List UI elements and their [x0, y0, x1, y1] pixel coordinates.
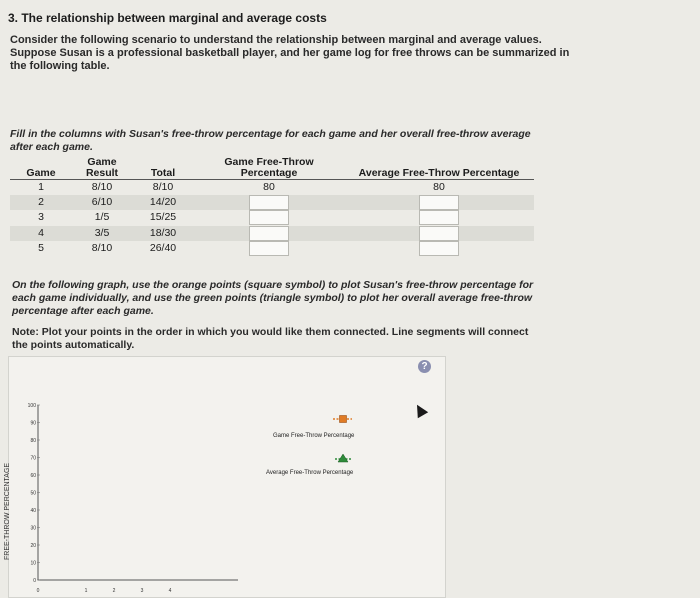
note-text: Plot your points in the order in which you would like them connected. Line segments will connect the points automatically.	[12, 326, 529, 351]
cell-result: 3/5	[72, 226, 132, 241]
x-tick-label: 0	[36, 588, 40, 594]
avg-pct-input[interactable]	[419, 241, 459, 256]
header-game-ft-pct: Game Free-Throw Percentage	[194, 157, 344, 180]
cell-total: 18/30	[132, 226, 194, 241]
cell-result: 8/10	[91, 241, 113, 254]
cell-game: 3	[38, 211, 44, 224]
cell-game: 2	[10, 195, 72, 210]
y-axis-title: FREE-THROW PERCENTAGE	[4, 462, 11, 560]
x-tick-label: 2	[112, 588, 116, 594]
cell-game-pct	[194, 210, 344, 225]
cell-avg-pct	[344, 241, 534, 256]
cell-avg-pct: 80	[433, 181, 445, 193]
header-game-result: Game Result	[72, 157, 132, 180]
problem-intro: Consider the following scenario to understand the relationship between marginal and average values. Suppose Susan is a professional basketball player, and her game log for free throws can be summarized in the following table.	[10, 34, 570, 72]
help-icon[interactable]: ?	[418, 360, 431, 373]
cell-total: 14/20	[132, 195, 194, 210]
cell-total: 8/10	[152, 181, 174, 193]
table-row	[10, 226, 534, 241]
y-tick-label: 80	[30, 438, 36, 444]
x-tick-label: 3	[140, 588, 144, 594]
y-tick-label: 20	[30, 543, 36, 549]
game-pct-input[interactable]	[249, 241, 289, 256]
cell-game-pct	[194, 241, 344, 256]
y-tick-label: 100	[27, 403, 36, 409]
legend-game-label: Game Free-Throw Percentage	[273, 433, 355, 439]
problem-title: 3. The relationship between marginal and average costs	[8, 11, 327, 25]
header-avg-ft-pct: Average Free-Throw Percentage	[344, 157, 534, 180]
x-tick-label: 4	[168, 588, 172, 594]
cell-game-pct	[194, 195, 344, 210]
header-total: Total	[132, 157, 194, 180]
y-tick-label: 10	[30, 560, 36, 567]
y-tick-label: 30	[30, 525, 36, 532]
cell-game: 1	[38, 181, 44, 193]
table-row	[10, 210, 534, 225]
cell-game-pct: 80	[263, 181, 275, 193]
y-tick-label: 40	[30, 508, 36, 514]
graph-instruction: On the following graph, use the orange points (square symbol) to plot Susan's free-throw percentage for each game individually, and use the green points (triangle symbol) to plot her overall average free-throw percentage after each game.	[12, 279, 534, 317]
game-log-table	[10, 157, 534, 256]
x-tick-label: 1	[84, 588, 88, 594]
header-game: Game	[10, 157, 72, 180]
cell-result: 1/5	[94, 211, 110, 224]
table-row	[10, 241, 534, 256]
cell-total: 15/25	[149, 211, 177, 224]
y-tick-label: 90	[30, 420, 36, 427]
legend-avg-label: Average Free-Throw Percentage	[266, 470, 354, 476]
cell-game-pct	[194, 226, 344, 241]
cell-result: 6/10	[72, 195, 132, 210]
cell-avg-pct	[344, 226, 534, 241]
cell-avg-pct	[344, 195, 534, 210]
y-tick-label: 60	[30, 473, 36, 479]
cell-total: 26/40	[149, 241, 177, 254]
cell-game: 4	[10, 226, 72, 241]
avg-pct-input[interactable]	[419, 226, 459, 241]
game-pct-input[interactable]	[249, 195, 289, 210]
table-row	[10, 180, 534, 196]
note	[12, 326, 532, 352]
cell-result: 8/10	[91, 181, 113, 193]
avg-pct-input[interactable]	[419, 195, 459, 210]
cell-avg-pct	[344, 210, 534, 225]
table-instruction: Fill in the columns with Susan's free-throw percentage for each game and her overall free-throw average after each game.	[10, 128, 531, 153]
table-row	[10, 195, 534, 210]
game-pct-input[interactable]	[249, 226, 289, 241]
graph-panel[interactable]	[8, 356, 446, 598]
y-tick-label: 0	[33, 578, 36, 584]
note-label: Note:	[12, 326, 39, 338]
y-tick-label: 70	[30, 455, 36, 462]
game-pct-input[interactable]	[249, 210, 289, 225]
cell-game: 5	[38, 241, 44, 254]
avg-pct-input[interactable]	[419, 210, 459, 225]
y-tick-label: 50	[30, 490, 36, 497]
